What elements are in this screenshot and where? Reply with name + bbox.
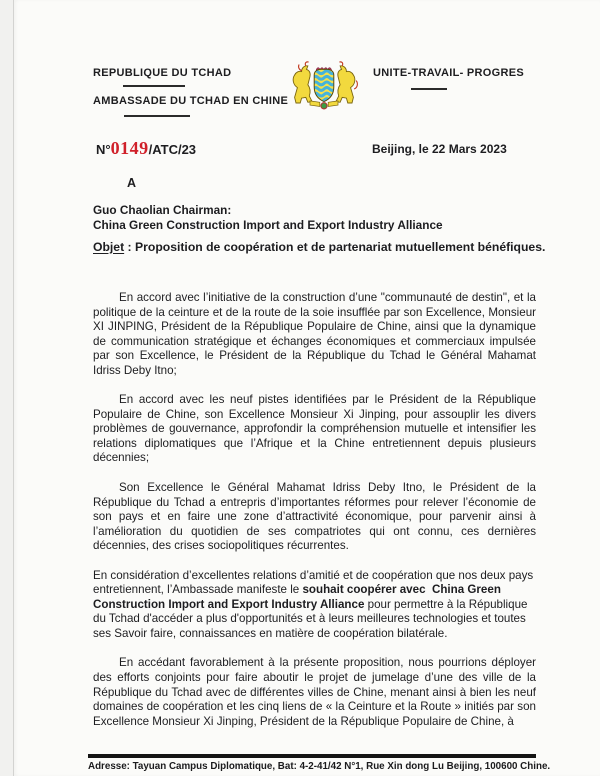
subject-text: Proposition de coopération et de partenariat mutuellement bénéfiques. [135,240,546,254]
reference-suffix: /ATC/23 [148,142,197,157]
paragraph-4 [93,569,536,642]
footer-divider [88,754,536,758]
reference-prefix: N° [96,142,111,157]
paragraph-5: En accédant favorablement à la présente proposition, nous pourrions déployer des efforts conjoints pour faire aboutir le projet de jumelage d’une des ville de la République du Tchad avec de différentes villes de Chine, menant ainsi à bien les neuf domaines de coopération et les cinq liens de « la Ceinture et la Route » initiés par son Excellence Monsieur Xi Jinping, Président de la République Populaire de Chine, à [93,656,536,728]
divider-line [123,85,185,87]
dateline: Beijing, le 22 Mars 2023 [372,142,507,156]
paragraph-4-bold: souhait coopérer avec China Green Construction Import and Export Industry Alliance [93,583,501,611]
paragraph-2: En accord avec les neuf pistes identifiées par le Président de la République Populaire de Chine, son Excellence Monsieur Xi Jinping, pour assouplir les divers problèmes de gouvernance, approfondir la compréhension mutuelle et intensifier les relations diplomatiques que l’Afrique et la Chine entretiennent depuis plusieurs décennies; [93,393,536,465]
chad-coat-of-arms-icon [289,60,359,118]
letterhead-motto [373,67,524,90]
recipient-organization: China Green Construction Import and Export Industry Alliance [93,217,443,232]
letter-body [93,291,536,729]
paragraph-1: En accord avec l’initiative de la construction d’une "communauté de destin", et la politique de la ceinture et de la route de la soie insufflée par son Excellence, Monsieur XI JINPING, Président de la République Populaire de Chine, ainsi que la dynamique de communication stratégique et échanges économiques et commerciaux impulsée par son Excellence, le Président de la République du Tchad le Général Mahamat Idriss Deby Itno; [93,291,536,377]
salutation: A [127,176,137,190]
reference-number [96,138,196,159]
paragraph-4-start: En considération d’excellentes relations d’amitié et de coopération que nos deux pays entretiennent, l’Ambassade manifeste le [93,568,534,597]
subject-label: Objet [93,240,125,254]
divider-line [411,88,447,90]
recipient-block [93,203,443,232]
letter-page [13,0,600,776]
motto-text: UNITE-TRAVAIL- PROGRES [373,67,525,79]
country-title: REPUBLIQUE DU TCHAD [93,67,232,79]
paragraph-4-end: pour permettre à la République du Tchad d'accéder a plus d'opportunités et à leurs meilleures technologies et toutes ses Savoir faire, connaissances en matière de coopération bilatérale. [93,597,528,640]
divider-line [124,115,190,117]
reference-digits: 0149 [110,138,149,158]
footer-address: Adresse: Tayuan Campus Diplomatique, Bat: 4-2-41/42 N°1, Rue Xin dong Lu Beijing, 100600 Chine. [88,761,551,772]
embassy-title: AMBASSADE DU TCHAD EN CHINE [93,95,289,107]
paragraph-3: Son Excellence le Général Mahamat Idriss Deby Itno, le Président de la République du Tchad a entrepris d’importantes réformes pour relever l’économie de son pays et en faire une zone d’attractivité économique, pour parvenir ainsi à l’amélioration du quotidien de ses compatriotes qui ont connu, ces dernières décennies, des crises sociopolitiques récurrentes. [93,481,536,553]
recipient-name: Guo Chaolian Chairman: [93,203,232,217]
subject-line [93,240,555,256]
letterhead-left [93,67,288,117]
subject-separator: : [124,240,135,254]
